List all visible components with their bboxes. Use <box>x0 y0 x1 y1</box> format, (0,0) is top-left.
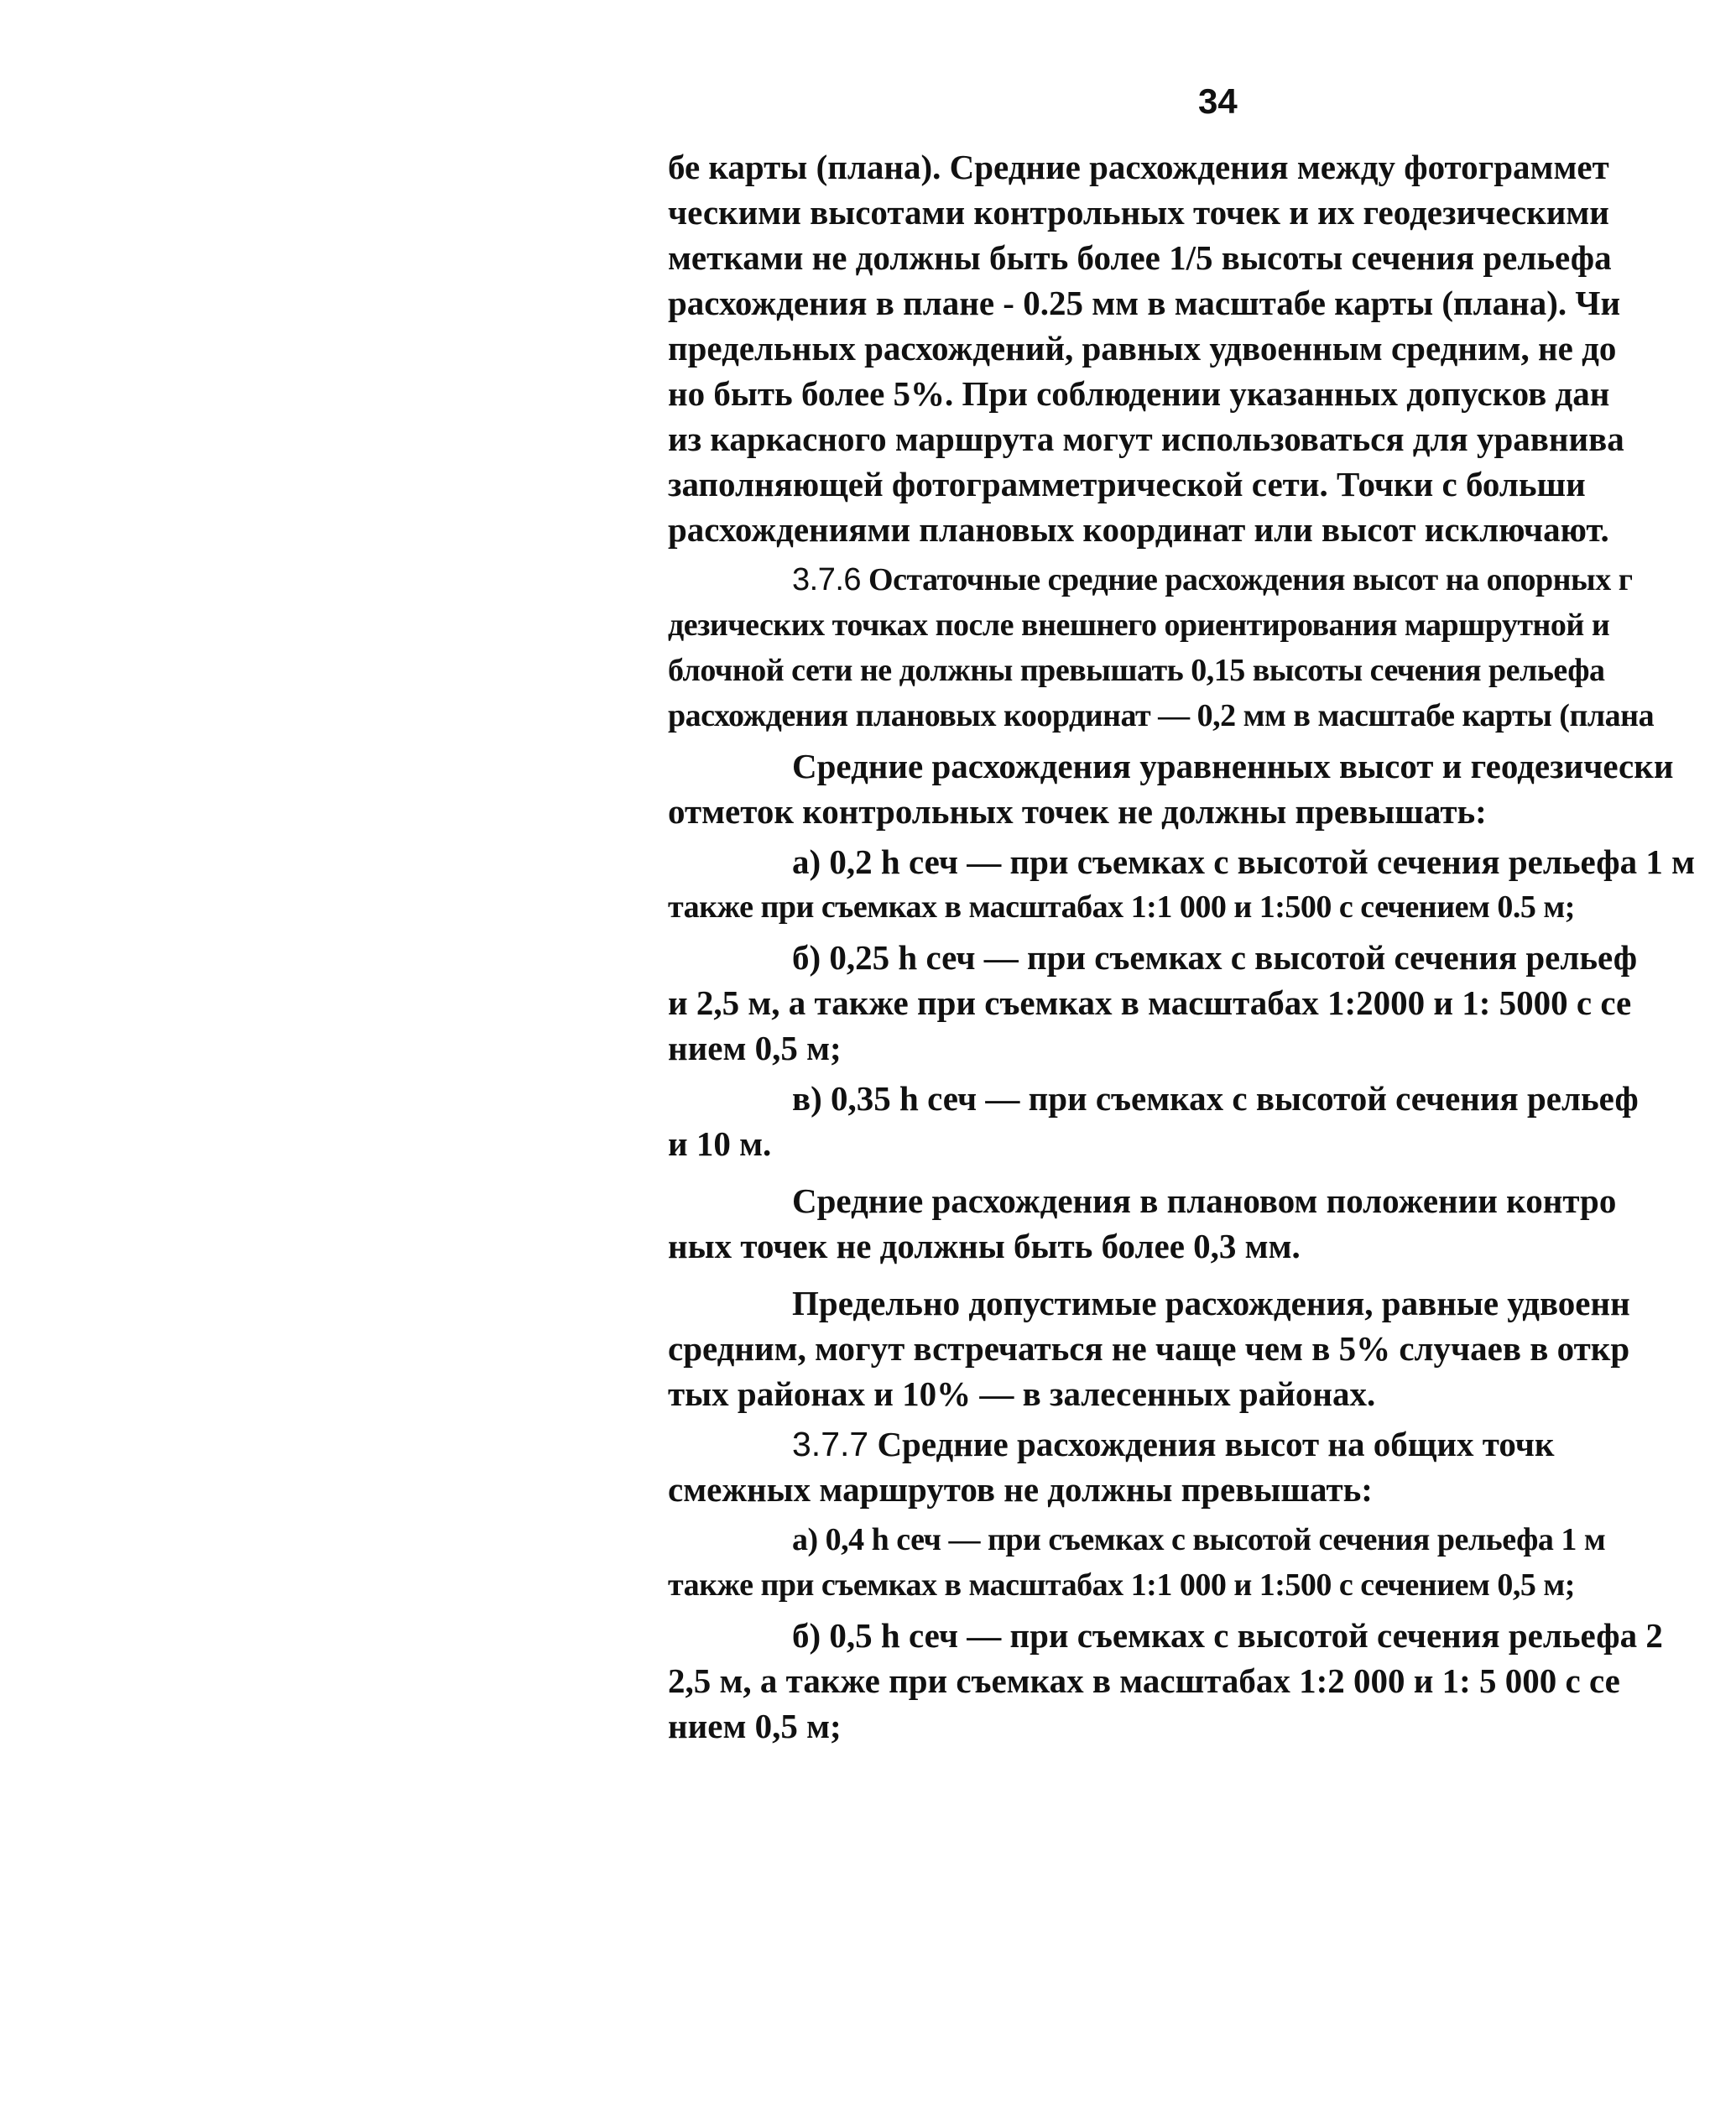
text-line <box>668 1025 1736 1071</box>
text-line <box>668 648 1736 693</box>
line-text: в) 0,35 h сеч — при съемках с высотой сечения рельеф <box>792 1079 1639 1118</box>
text-line <box>668 144 1736 190</box>
line-text: Средние расхождения уравненных высот и геодезически <box>792 747 1674 785</box>
text-line <box>668 789 1736 834</box>
section-number: 3.7.7 <box>792 1425 869 1463</box>
line-text: отметок контрольных точек не должны превышать: <box>668 792 1487 831</box>
text-line <box>668 1326 1736 1371</box>
text-line <box>668 1178 1736 1223</box>
line-text: расхождениями плановых координат или высот исключают. <box>668 510 1609 549</box>
line-text: метками не должны быть более 1/5 высоты сечения рельефа <box>668 238 1612 277</box>
line-text: заполняющей фотограмметрической сети. Точки с больши <box>668 465 1586 503</box>
list-item-a <box>668 1517 1736 1562</box>
text-line <box>668 693 1736 738</box>
list-item-b <box>668 1613 1736 1658</box>
list-item-a <box>668 839 1736 884</box>
line-text: ческими высотами контрольных точек и их геодезическими <box>668 193 1609 232</box>
text-line <box>668 884 1736 930</box>
text-line <box>668 371 1736 416</box>
section-3-7-6-line <box>668 557 1736 602</box>
page-number: 34 <box>1198 81 1238 121</box>
line-text: дезических точках после внешнего ориентирования маршрутной и <box>668 608 1610 643</box>
list-item-b <box>668 935 1736 980</box>
line-text: бе карты (плана). Средние расхождения между фотограммет <box>668 148 1609 186</box>
line-text: а) 0,4 h сеч — при съемках с высотой сечения рельефа 1 м <box>792 1522 1606 1557</box>
line-text: и 2,5 м, а также при съемках в масштабах 1:2000 и 1: 5000 с се <box>668 983 1632 1022</box>
line-text: 2,5 м, а также при съемках в масштабах 1:2 000 и 1: 5 000 с се <box>668 1661 1620 1700</box>
body-text <box>668 144 1736 1749</box>
text-line <box>668 1223 1736 1269</box>
text-line <box>668 507 1736 552</box>
text-line <box>668 1467 1736 1512</box>
text-line <box>668 326 1736 371</box>
line-text: нием 0,5 м; <box>668 1029 842 1067</box>
text-line <box>668 462 1736 507</box>
text-line <box>668 743 1736 789</box>
line-text: тых районах и 10% — в залесенных районах. <box>668 1374 1376 1413</box>
line-text: также при съемках в масштабах 1:1 000 и 1:500 с сечением 0,5 м; <box>668 1567 1575 1603</box>
section-number: 3.7.6 <box>792 562 862 597</box>
text-line <box>668 1703 1736 1749</box>
text-line <box>668 1658 1736 1703</box>
line-text: расхождения плановых координат — 0,2 мм в масштабе карты (плана <box>668 698 1655 733</box>
text-line <box>668 980 1736 1025</box>
text-line <box>668 190 1736 235</box>
line-text: также при съемках в масштабах 1:1 000 и 1:500 с сечением 0.5 м; <box>668 889 1575 925</box>
line-text: и 10 м. <box>668 1124 772 1163</box>
line-text: средним, могут встречаться не чаще чем в 5% случаев в откр <box>668 1329 1630 1368</box>
line-text: нием 0,5 м; <box>668 1707 842 1745</box>
line-text: ных точек не должны быть более 0,3 мм. <box>668 1227 1301 1265</box>
line-text: Остаточные средние расхождения высот на опорных г <box>868 562 1633 597</box>
line-text: блочной сети не должны превышать 0,15 высоты сечения рельефа <box>668 653 1605 688</box>
line-text: предельных расхождений, равных удвоенным средним, не до <box>668 329 1617 368</box>
line-text: смежных маршрутов не должны превышать: <box>668 1470 1373 1509</box>
list-item-c <box>668 1076 1736 1121</box>
text-line <box>668 602 1736 648</box>
text-line <box>668 235 1736 280</box>
line-text: б) 0,25 h сеч — при съемках с высотой сечения рельеф <box>792 938 1638 977</box>
text-line <box>668 280 1736 326</box>
text-line <box>668 1371 1736 1416</box>
line-text: но быть более 5%. При соблюдении указанных допусков дан <box>668 374 1610 413</box>
section-3-7-7-line <box>668 1421 1736 1467</box>
line-text: а) 0,2 h сеч — при съемках с высотой сечения рельефа 1 м <box>792 842 1696 881</box>
line-text: расхождения в плане - 0.25 мм в масштабе карты (плана). Чи <box>668 284 1621 322</box>
text-line <box>668 1280 1736 1326</box>
text-line <box>668 1562 1736 1608</box>
line-text: Предельно допустимые расхождения, равные удвоенн <box>792 1284 1630 1322</box>
line-text: из каркасного маршрута могут использоваться для уравнива <box>668 420 1624 458</box>
line-text: Средние расхождения высот на общих точк <box>877 1425 1555 1463</box>
text-line <box>668 1121 1736 1166</box>
line-text: Средние расхождения в плановом положении контро <box>792 1181 1617 1220</box>
text-line <box>668 416 1736 462</box>
line-text: б) 0,5 h сеч — при съемках с высотой сечения рельефа 2 <box>792 1616 1663 1655</box>
